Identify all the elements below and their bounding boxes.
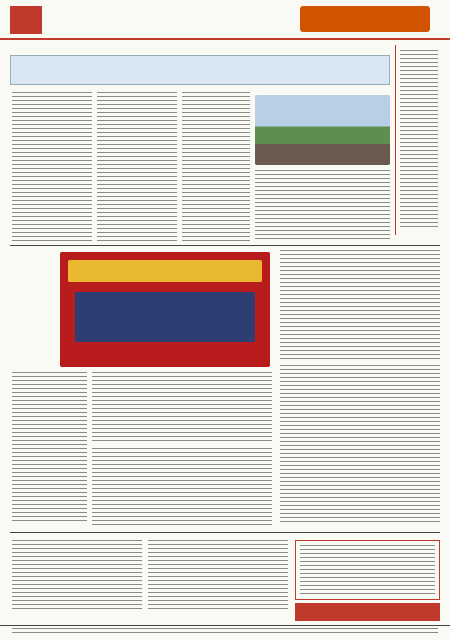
page-header xyxy=(0,0,450,40)
notice-text xyxy=(300,545,435,595)
notice-box xyxy=(295,540,440,600)
article-column-1 xyxy=(12,92,92,242)
divider-2 xyxy=(10,532,440,533)
photo-bank-stage xyxy=(60,252,270,367)
photo-caption-area xyxy=(255,170,390,240)
article-bottom-left xyxy=(12,540,142,610)
article-left-small xyxy=(12,372,87,522)
article-center xyxy=(92,372,272,442)
logo-strip xyxy=(295,603,440,621)
divider-1 xyxy=(10,245,440,246)
article-column-3 xyxy=(182,92,250,242)
article-center-b xyxy=(92,448,272,528)
article-right-a xyxy=(280,250,440,360)
banner-text-block xyxy=(68,260,262,282)
headline-band-top xyxy=(10,55,390,85)
footer-text xyxy=(12,628,438,636)
right-vertical-column xyxy=(395,45,440,235)
masthead-logo xyxy=(300,6,430,32)
page-number-box xyxy=(10,6,42,34)
photo-outdoor-group xyxy=(255,95,390,165)
right-column-text xyxy=(400,50,438,230)
stage-screen xyxy=(75,292,255,342)
article-bottom-mid xyxy=(148,540,288,610)
article-column-2 xyxy=(97,92,177,242)
footer-rule xyxy=(0,625,450,626)
article-right-b xyxy=(280,365,440,525)
